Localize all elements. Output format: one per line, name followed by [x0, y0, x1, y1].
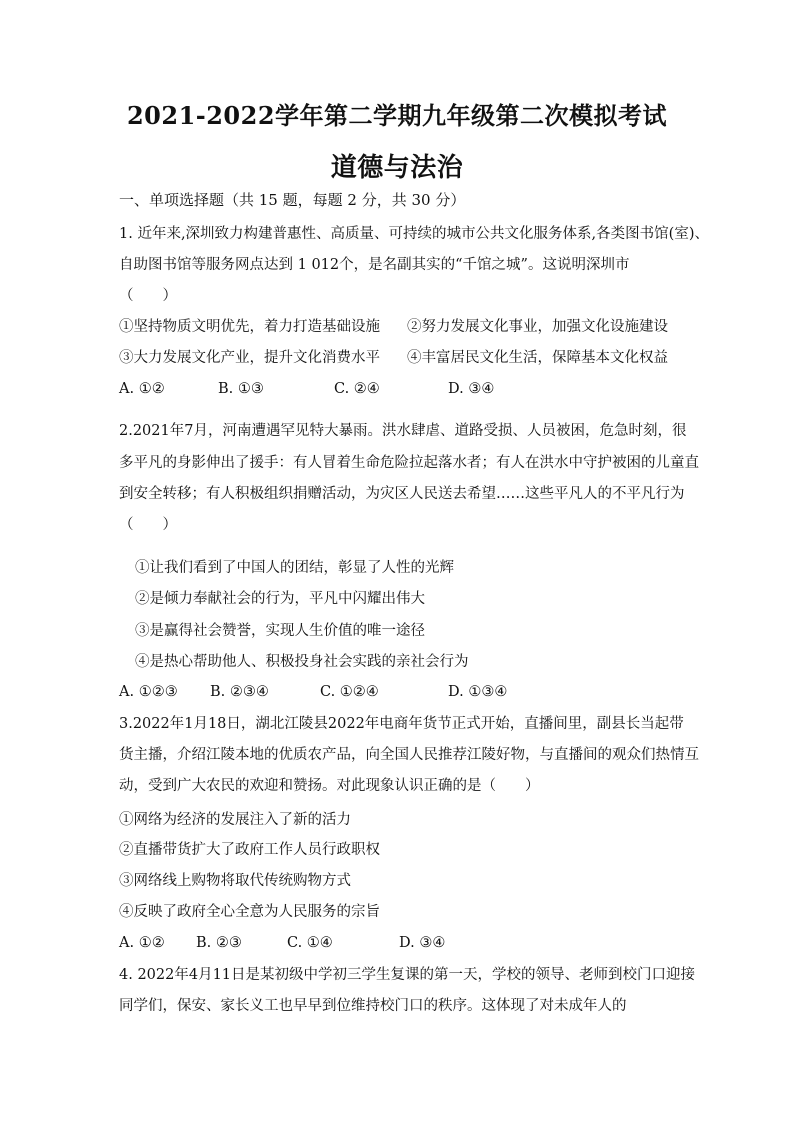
question-3-statement: ②直播带货扩大了政府工作人员行政职权	[119, 842, 380, 858]
question-3-statement: ①网络为经济的发展注入了新的活力	[119, 812, 351, 828]
question-2-choice-d: D. ①③④	[448, 684, 508, 700]
question-1-statement: ②努力发展文化事业，加强文化设施建设	[407, 319, 668, 335]
question-2-statement: ④是热心帮助他人、积极投身社会实践的亲社会行为	[135, 654, 469, 670]
question-1-statement: ①坚持物质文明优先，着力打造基础设施	[119, 319, 380, 335]
question-3-stem-line: 3.2022年1月18日，湖北江陵县2022年电商年货节正式开始，直播间里，副县长当起带	[119, 716, 684, 732]
question-2-stem-line: 到安全转移；有人积极组织捐赠活动，为灾区人民送去希望……这些平凡人的不平凡行为	[119, 486, 685, 502]
question-2-choice-c: C. ①②④	[320, 684, 379, 700]
question-3-choice-d: D. ③④	[399, 935, 446, 951]
question-2-statement: ③是赢得社会赞誉，实现人生价值的唯一途径	[135, 623, 425, 639]
question-3-choice-a: A. ①②	[119, 935, 165, 951]
question-1-choice-d: D. ③④	[448, 381, 495, 397]
exam-title: 2021-2022学年第二学期九年级第二次模拟考试	[126, 101, 668, 130]
question-3-stem-line: 货主播，介绍江陵本地的优质农产品，向全国人民推荐江陵好物，与直播间的观众们热情互	[119, 747, 699, 763]
question-1-choice-a: A. ①②	[119, 381, 165, 397]
question-2-choice-a: A. ①②③	[119, 684, 178, 700]
question-2-statement: ②是倾力奉献社会的行为，平凡中闪耀出伟大	[135, 591, 425, 607]
question-2-answer-blank: （ ）	[119, 517, 177, 533]
question-1-choice-b: B. ①③	[218, 381, 264, 397]
question-1-choice-c: C. ②④	[334, 381, 380, 397]
question-4-stem-line: 同学们，保安、家长义工也早早到位维持校门口的秩序。这体现了对未成年人的	[119, 998, 627, 1014]
question-1-stem-line: 自助图书馆等服务网点达到 1 012个，是名副其实的“千馆之城”。这说明深圳市	[119, 257, 630, 273]
question-3-statement: ④反映了政府全心全意为人民服务的宗旨	[119, 904, 380, 920]
question-3-statement: ③网络线上购物将取代传统购物方式	[119, 873, 351, 889]
question-3-stem-line: 动，受到广大农民的欢迎和赞扬。对此现象认识正确的是（ ）	[119, 778, 540, 794]
question-2-statement: ①让我们看到了中国人的团结，彰显了人性的光辉	[135, 560, 454, 576]
question-2-stem-line: 2.2021年7月，河南遭遇罕见特大暴雨。洪水肆虐、道路受损、人员被困，危急时刻，很	[119, 423, 687, 439]
question-1-statement: ③大力发展文化产业，提升文化消费水平	[119, 350, 380, 366]
question-1-answer-blank: （ ）	[119, 288, 177, 304]
question-3-choice-b: B. ②③	[196, 935, 242, 951]
question-2-choice-b: B. ②③④	[210, 684, 269, 700]
question-4-stem-line: 4. 2022年4月11日是某初级中学初三学生复课的第一天，学校的领导、老师到校门口迎接	[119, 967, 696, 983]
question-1-stem-line: 1. 近年来,深圳致力构建普惠性、高质量、可持续的城市公共文化服务体系,各类图书馆(室)、	[119, 226, 709, 242]
question-2-stem-line: 多平凡的身影伸出了援手：有人冒着生命危险拉起落水者；有人在洪水中守护被困的儿童直	[119, 455, 699, 471]
question-3-choice-c: C. ①④	[287, 935, 333, 951]
subject-title: 道德与法治	[330, 153, 464, 183]
section-heading: 一、单项选择题（共 15 题，每题 2 分，共 30 分）	[119, 191, 466, 209]
question-1-statement: ④丰富居民文化生活，保障基本文化权益	[407, 350, 668, 366]
